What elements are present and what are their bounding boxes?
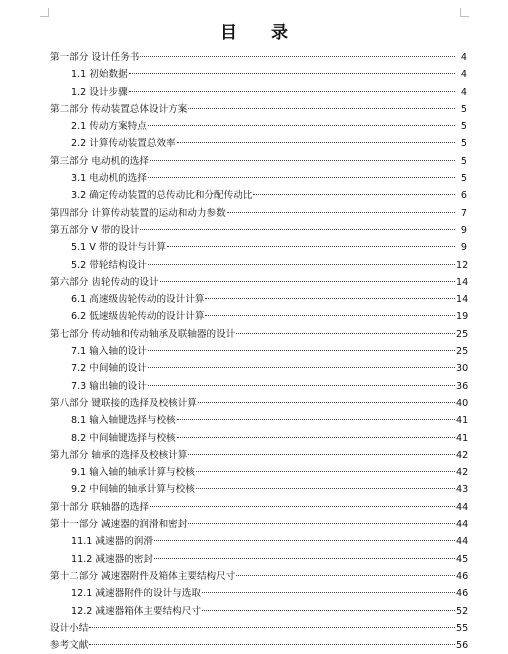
toc-dot-leader <box>236 333 455 334</box>
toc-dot-leader <box>150 160 455 161</box>
toc-entry[interactable] <box>50 66 467 83</box>
toc-entry-label: 1.1 初始数据 <box>71 69 128 81</box>
toc-dot-leader <box>205 298 455 299</box>
toc-dot-leader <box>148 385 455 386</box>
toc-entry[interactable] <box>50 360 467 377</box>
toc-entry-label: 5.2 带轮结构设计 <box>71 259 147 271</box>
toc-entry-label: 第九部分 轴承的选择及校核计算 <box>50 449 188 461</box>
toc-entry[interactable] <box>50 153 467 170</box>
toc-entry-page-number: 55 <box>456 622 469 634</box>
toc-entry[interactable] <box>50 135 467 152</box>
toc-entry-label: 12.1 减速器附件的设计与选取 <box>71 588 201 600</box>
toc-dot-leader <box>148 367 455 368</box>
toc-entry-page-number: 7 <box>460 207 467 219</box>
toc-dot-leader <box>154 540 455 541</box>
toc-entry[interactable] <box>50 49 467 66</box>
toc-entry-label: 1.2 设计步骤 <box>71 86 128 98</box>
toc-entry[interactable] <box>50 291 467 308</box>
toc-dot-leader <box>188 454 455 455</box>
toc-entry-page-number: 14 <box>456 276 469 288</box>
toc-entry-label: 3.1 电动机的选择 <box>71 173 147 185</box>
toc-entry-page-number: 25 <box>456 328 469 340</box>
toc-entry-page-number: 44 <box>456 519 469 531</box>
toc-entry-page-number: 45 <box>456 553 469 565</box>
toc-entry-page-number: 5 <box>460 103 467 115</box>
toc-entry-label: 第十部分 联轴器的选择 <box>50 501 149 513</box>
toc-entry-page-number: 52 <box>456 605 469 617</box>
toc-dot-leader <box>129 91 455 92</box>
toc-entry[interactable] <box>50 378 467 395</box>
toc-entry-page-number: 56 <box>456 640 469 652</box>
toc-entry[interactable] <box>50 170 467 187</box>
toc-entry-label: 第十一部分 减速器的润滑和密封 <box>50 519 188 531</box>
toc-entry-page-number: 46 <box>456 588 469 600</box>
toc-entry[interactable] <box>50 568 467 585</box>
toc-entry-label: 9.2 中间轴的轴承计算与校核 <box>71 484 195 496</box>
toc-dot-leader <box>188 523 455 524</box>
toc-entry-page-number: 42 <box>456 467 469 479</box>
toc-entry-page-number: 36 <box>456 380 469 392</box>
table-of-contents <box>50 49 467 654</box>
toc-entry-label: 第六部分 齿轮传动的设计 <box>50 276 159 288</box>
toc-entry-page-number: 44 <box>456 501 469 513</box>
toc-entry[interactable] <box>50 239 467 256</box>
toc-entry-page-number: 5 <box>460 121 467 133</box>
toc-entry-label: 3.2 确定传动装置的总传动比和分配传动比 <box>71 190 253 202</box>
toc-entry[interactable] <box>50 533 467 550</box>
toc-dot-leader <box>150 506 455 507</box>
toc-entry-page-number: 40 <box>456 397 469 409</box>
toc-dot-leader <box>196 471 455 472</box>
toc-entry-label: 第十二部分 减速器附件及箱体主要结构尺寸 <box>50 570 236 582</box>
toc-entry-page-number: 5 <box>460 138 467 150</box>
toc-dot-leader <box>253 194 455 195</box>
toc-entry[interactable] <box>50 447 467 464</box>
toc-entry[interactable] <box>50 308 467 325</box>
toc-entry[interactable] <box>50 412 467 429</box>
toc-entry[interactable] <box>50 585 467 602</box>
toc-dot-leader <box>148 264 455 265</box>
toc-entry-label: 11.1 减速器的润滑 <box>71 536 153 548</box>
toc-entry[interactable] <box>50 620 467 637</box>
toc-entry-page-number: 14 <box>456 294 469 306</box>
toc-dot-leader <box>154 558 455 559</box>
toc-dot-leader <box>177 142 455 143</box>
toc-entry-label: 参考文献 <box>50 640 89 652</box>
toc-entry-page-number: 5 <box>460 173 467 185</box>
toc-dot-leader <box>177 437 455 438</box>
toc-dot-leader <box>196 488 455 489</box>
toc-entry[interactable] <box>50 603 467 620</box>
toc-entry-page-number: 4 <box>460 52 467 63</box>
toc-dot-leader <box>89 644 455 645</box>
toc-dot-leader <box>148 177 455 178</box>
toc-entry-label: 12.2 减速器箱体主要结构尺寸 <box>71 605 201 617</box>
toc-entry-label: 8.1 输入轴键选择与校核 <box>71 415 176 427</box>
toc-entry-page-number: 46 <box>456 570 469 582</box>
toc-entry[interactable] <box>50 274 467 291</box>
toc-entry[interactable] <box>50 326 467 343</box>
toc-dot-leader <box>236 575 455 576</box>
toc-dot-leader <box>89 627 455 628</box>
toc-entry-label: 第八部分 键联接的选择及校核计算 <box>50 397 197 409</box>
toc-entry-label: 第七部分 传动轴和传动轴承及联轴器的设计 <box>50 328 236 340</box>
toc-entry-page-number: 9 <box>460 224 467 236</box>
toc-entry-label: 第一部分 设计任务书 <box>50 52 140 63</box>
toc-entry[interactable] <box>50 430 467 447</box>
toc-dot-leader <box>167 246 455 247</box>
crop-mark-top-right <box>460 8 469 17</box>
toc-entry[interactable] <box>50 516 467 533</box>
toc-entry-label: 第五部分 V 带的设计 <box>50 224 140 236</box>
toc-entry-label: 设计小结 <box>50 622 89 634</box>
toc-entry[interactable] <box>50 187 467 204</box>
toc-entry[interactable] <box>50 481 467 498</box>
toc-entry-label: 5.1 V 带的设计与计算 <box>71 242 167 254</box>
toc-dot-leader <box>140 56 455 57</box>
toc-entry-label: 2.2 计算传动装置总效率 <box>71 138 176 150</box>
toc-entry-page-number: 41 <box>456 432 469 444</box>
toc-entry[interactable] <box>50 637 467 654</box>
toc-entry-page-number: 30 <box>456 363 469 375</box>
toc-entry[interactable] <box>50 343 467 360</box>
toc-entry-label: 第二部分 传动装置总体设计方案 <box>50 103 188 115</box>
toc-dot-leader <box>188 108 455 109</box>
toc-dot-leader <box>148 350 455 351</box>
toc-entry[interactable] <box>50 395 467 412</box>
toc-entry[interactable] <box>50 257 467 274</box>
toc-title: 目 录 <box>220 23 302 43</box>
toc-dot-leader <box>140 229 455 230</box>
toc-entry-label: 2.1 传动方案特点 <box>71 121 147 133</box>
toc-dot-leader <box>148 125 455 126</box>
toc-dot-leader <box>227 212 455 213</box>
toc-dot-leader <box>202 610 455 611</box>
toc-entry-label: 9.1 输入轴的轴承计算与校核 <box>71 467 195 479</box>
toc-entry-page-number: 41 <box>456 415 469 427</box>
toc-entry-page-number: 25 <box>456 346 469 358</box>
toc-entry-label: 7.3 输出轴的设计 <box>71 380 147 392</box>
toc-entry-label: 第四部分 计算传动装置的运动和动力参数 <box>50 207 226 219</box>
toc-entry-page-number: 4 <box>460 69 467 81</box>
toc-entry[interactable] <box>50 101 467 118</box>
toc-entry-page-number: 12 <box>456 259 469 271</box>
toc-entry[interactable] <box>50 84 467 101</box>
toc-dot-leader <box>202 592 455 593</box>
toc-entry[interactable] <box>50 551 467 568</box>
toc-dot-leader <box>205 315 455 316</box>
toc-dot-leader <box>129 73 455 74</box>
toc-entry-page-number: 5 <box>460 155 467 167</box>
toc-dot-leader <box>160 281 455 282</box>
toc-entry-page-number: 6 <box>460 190 467 202</box>
toc-entry-label: 7.1 输入轴的设计 <box>71 346 147 358</box>
toc-dot-leader <box>177 419 455 420</box>
toc-entry[interactable] <box>50 205 467 222</box>
toc-entry-page-number: 43 <box>456 484 469 496</box>
crop-mark-top-left <box>40 8 49 17</box>
toc-entry[interactable] <box>50 222 467 239</box>
toc-entry-label: 6.1 高速级齿轮传动的设计计算 <box>71 294 205 306</box>
toc-entry[interactable] <box>50 118 467 135</box>
toc-entry-label: 8.2 中间轴键选择与校核 <box>71 432 176 444</box>
toc-dot-leader <box>198 402 455 403</box>
toc-entry-label: 第三部分 电动机的选择 <box>50 155 149 167</box>
toc-entry-page-number: 4 <box>460 86 467 98</box>
toc-entry-page-number: 42 <box>456 449 469 461</box>
toc-entry[interactable] <box>50 499 467 516</box>
toc-entry-page-number: 44 <box>456 536 469 548</box>
toc-entry-page-number: 9 <box>460 242 467 254</box>
toc-entry-page-number: 19 <box>456 311 469 323</box>
toc-entry-label: 11.2 减速器的密封 <box>71 553 153 565</box>
toc-entry-label: 7.2 中间轴的设计 <box>71 363 147 375</box>
toc-entry-label: 6.2 低速级齿轮传动的设计计算 <box>71 311 205 323</box>
toc-entry[interactable] <box>50 464 467 481</box>
